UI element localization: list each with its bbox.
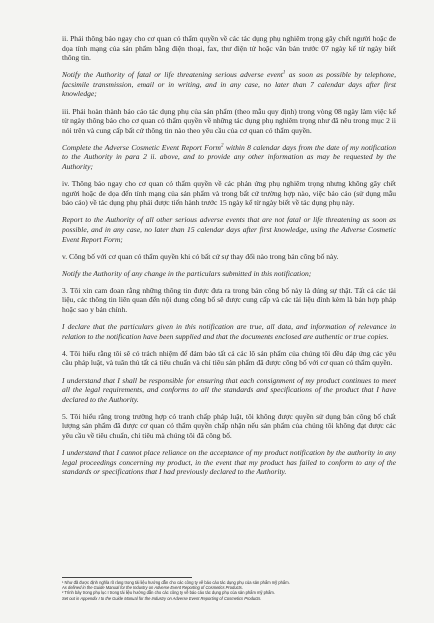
paragraph-text: as soon as possible by telephone, facsimile transmission, email or in writing, and in any case, no later than 7 calendar days after first knowledge; bbox=[62, 70, 396, 99]
footnote-marker: 2 bbox=[221, 143, 224, 149]
paragraph-en bbox=[62, 143, 396, 172]
paragraph-en: I understand that I cannot place reliance on the acceptance of my product notification by the authority in any legal proceedings concerning my product, in the event that my product has failed to conform to any of the standards or specifications that I had previously declared to the Authority. bbox=[62, 448, 396, 477]
body-text bbox=[62, 34, 396, 477]
paragraph-vi: 5. Tôi hiểu rằng trong trường hợp có tranh chấp pháp luật, tôi không được quyền sử dụng bản công bố chất lượng sản phẩm đã được cơ quan có thẩm quyền chấp nhận nếu sản phẩm của chúng tôi không đạt được các yêu cầu về tiêu chuẩn, chỉ tiêu mà chúng tôi đã công bố. bbox=[62, 411, 396, 440]
footnotes bbox=[62, 577, 396, 601]
paragraph-en: Notify the Authority of any change in the particulars submitted in this notification; bbox=[62, 268, 312, 278]
paragraph-vi: 3. Tôi xin cam đoan rằng những thông tin được đưa ra trong bản công bố này là đúng sự thật. Tất cả các tài liệu, các thông tin liên quan đến nội dung công bố sẽ được cung cấp và các tài liệu đính kèm là bản hợp pháp hoặc sao y bản chính. bbox=[62, 285, 396, 315]
paragraph-text: Notify the Authority of fatal or life threatening serious adverse event bbox=[62, 70, 283, 80]
footnote-vi: ² Trình bày trong phụ lục I trong tài liệu hướng dẫn cho các công ty về báo cáo tác dụng phụ của sản phẩm mỹ phẩm. bbox=[62, 590, 275, 596]
footnote-en: Set out in Appendix I to the Guide Manual for the Industry on Adverse Event Reporting of Cosmetics Products. bbox=[62, 595, 262, 601]
footnote-en: As defined in the Guide Manual for the Industry on Adverse Event Reporting of Cosmetics Products. bbox=[62, 585, 243, 591]
paragraph-vi: 4. Tôi hiểu rằng tôi sẽ có trách nhiệm để đảm bảo tất cả các lô sản phẩm của chúng tôi đều đáp ứng các yêu cầu pháp luật, và tuân thủ tất cả tiêu chuẩn và chỉ tiêu sản phẩm đã được công bố với cơ quan có thẩm quyền. bbox=[62, 348, 396, 368]
paragraph-text: within 8 calendar days from the date of my notification to the Authority in para 2 ii. above, and to provide any other information as may be requested by the Authority; bbox=[62, 142, 396, 172]
paragraph-vi: ii. Phải thông báo ngay cho cơ quan có thẩm quyền về các tác dụng phụ nghiêm trọng gây chết người hoặc đe dọa tính mạng của sản phẩm bằng điện thoại, fax, thư điện tử hoặc văn bản trước 07 ngày kể từ ngày biết thông tin. bbox=[62, 34, 396, 63]
footnote-vi: ¹ Như đã được định nghĩa rõ ràng trong tài liệu hướng dẫn cho các công ty về báo cáo tác dụng phụ của sản phẩm mỹ phẩm. bbox=[62, 580, 290, 585]
paragraph-en: I understand that I shall be responsible for ensuring that each consignment of my product continues to meet all the legal requirements, and conforms to all the standards and specifications of the product that I have declared to the Authority. bbox=[62, 375, 396, 404]
paragraph-text: Complete the Adverse Cosmetic Event Report Form bbox=[62, 142, 221, 152]
paragraph-en: Report to the Authority of all other serious adverse events that are not fatal or life threatening as soon as possible, and in any case, no later than 15 calendar days after first knowledge, using the Adverse Cosmetic Event Report Form; bbox=[62, 215, 396, 244]
paragraph-en: I declare that the particulars given in this notification are true, all data, and information of relevance in relation to the notification have been supplied and that the documents enclosed are authentic or true copies. bbox=[62, 322, 396, 341]
paragraph-vi: iii. Phải hoàn thành báo cáo tác dụng phụ của sản phẩm (theo mẫu quy định) trong vòng 08 ngày làm việc kể từ ngày thông báo cho cơ quan có thẩm quyền về những tác dụng phụ nghiêm trọng như đã nêu trong mục 2 ii nói trên và cung cấp bất cứ thông tin nào theo yêu cầu của cơ quan có thẩm quyền. bbox=[62, 106, 396, 135]
paragraph-vi: v. Công bố với cơ quan có thẩm quyền khi có bất cứ sự thay đổi nào trong bản công bố này. bbox=[62, 251, 339, 261]
paragraph-en bbox=[62, 70, 396, 99]
footnote-marker: 1 bbox=[282, 70, 286, 76]
paragraph-vi: iv. Thông báo ngay cho cơ quan có thẩm quyền về các phản ứng phụ nghiêm trọng nhưng không gây chết người hoặc đe dọa đến tính mạng của sản phẩm và trong bất cứ trường hợp nào, việc báo cáo (sử dụng mẫu báo cáo) về tác dụng phụ phải được tiến hành trước 15 ngày kể từ ngày biết về tác dụng phụ này. bbox=[62, 179, 396, 208]
footnote-divider bbox=[62, 577, 192, 578]
